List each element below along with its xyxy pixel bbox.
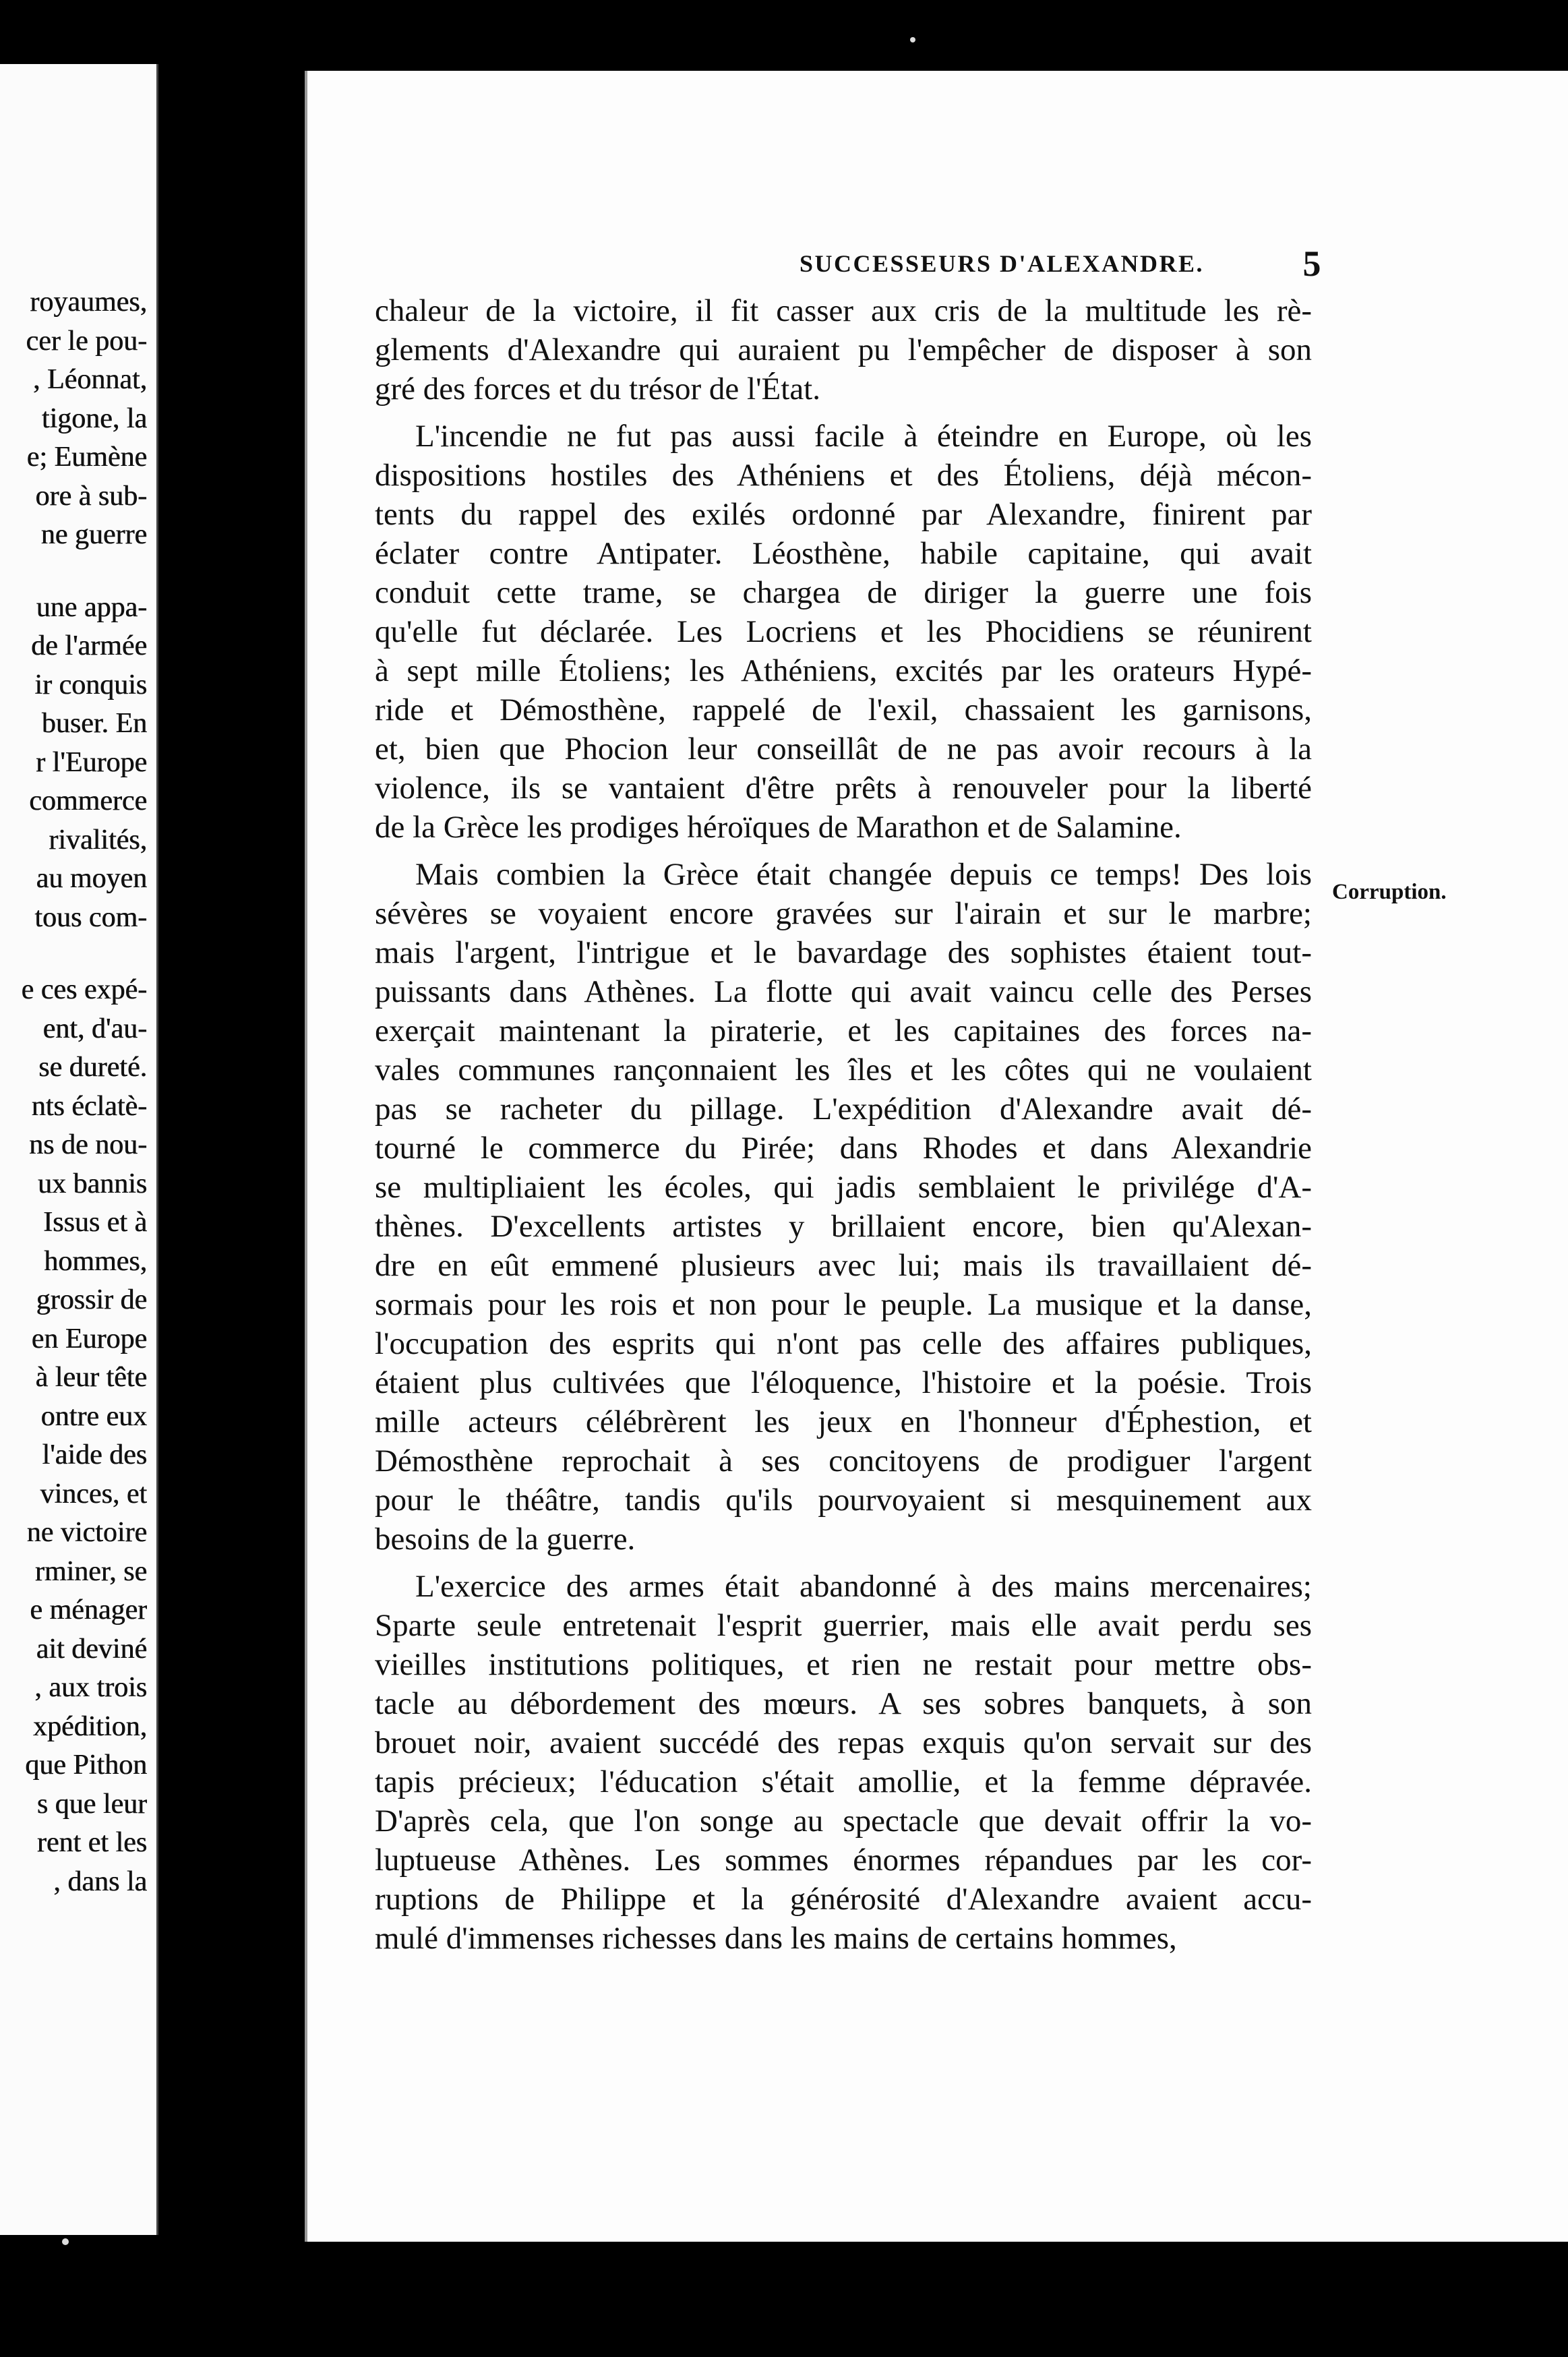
left-page-line: ontre eux xyxy=(40,1400,147,1432)
text-line: pour le théâtre, tandis qu'ils pourvoyaient si mesquinement aux xyxy=(375,1483,1312,1518)
left-page-line: ne victoire xyxy=(26,1517,147,1548)
text-line: se multipliaient les écoles, qui jadis semblaient le privilége d'A- xyxy=(375,1170,1312,1205)
text-line: brouet noir, avaient succédé des repas exquis qu'on servait sur des xyxy=(375,1725,1312,1760)
margin-note: Corruption. xyxy=(1332,880,1447,904)
text-line: gré des forces et du trésor de l'État. xyxy=(375,371,820,407)
paragraph xyxy=(375,291,1312,409)
text-line: L'exercice des armes était abandonné à des mains mercenaires; xyxy=(415,1569,1312,1604)
text-line: mais l'argent, l'intrigue et le bavardage des sophistes étaient tout- xyxy=(375,935,1312,970)
text-line: vales communes rançonnaient les îles et les côtes qui ne voulaient xyxy=(375,1052,1312,1087)
left-page-line: nts éclatè- xyxy=(31,1090,147,1122)
left-page-line: au moyen xyxy=(36,863,147,894)
left-page-line: de l'armée xyxy=(31,630,147,661)
text-line: étaient plus cultivées que l'éloquence, l'histoire et la poésie. Trois xyxy=(375,1365,1312,1400)
left-page-line: Issus et à xyxy=(43,1207,147,1238)
text-line: vieilles institutions politiques, et rien ne restait pour mettre obs- xyxy=(375,1647,1312,1682)
left-page-line: r l'Europe xyxy=(35,746,147,778)
text-line: ride et Démosthène, rappelé de l'exil, chassaient les garnisons, xyxy=(375,692,1312,727)
text-line: sormais pour les rois et non pour le peuple. La musique et la danse, xyxy=(375,1287,1312,1322)
left-page-text xyxy=(0,283,147,1901)
scan-speck xyxy=(910,37,915,42)
left-page-line: tigone, la xyxy=(41,402,147,434)
left-page-line: que Pithon xyxy=(25,1750,147,1781)
left-page-line: commerce xyxy=(29,785,147,816)
left-page-line: e; Eumène xyxy=(26,442,147,473)
text-line: D'après cela, que l'on songe au spectacle que devait offrir la vo- xyxy=(375,1803,1312,1839)
left-page-line: ore à sub- xyxy=(35,480,147,512)
left-page-line: ait deviné xyxy=(36,1633,147,1665)
text-line: conduit cette trame, se chargea de diriger la guerre une fois xyxy=(375,575,1312,610)
left-page-line: ne guerre xyxy=(40,519,147,550)
left-page-line: , aux trois xyxy=(34,1672,147,1703)
paragraph xyxy=(375,417,1312,847)
text-line: thènes. D'excellents artistes y brillaient encore, bien qu'Alexan- xyxy=(375,1209,1312,1244)
text-line: Sparte seule entretenait l'esprit guerrier, mais elle avait perdu ses xyxy=(375,1608,1312,1643)
text-line: Démosthène reprochait à ses concitoyens de prodiguer l'argent xyxy=(375,1443,1312,1479)
text-line: violence, ils se vantaient d'être prêts à renouveler pour la liberté xyxy=(375,771,1312,806)
left-page-line: à leur tête xyxy=(35,1362,147,1393)
text-line: Mais combien la Grèce était changée depuis ce temps! Des lois xyxy=(415,857,1312,892)
text-line: dispositions hostiles des Athéniens et des Étoliens, déjà mécon- xyxy=(375,458,1312,493)
left-page-line: royaumes, xyxy=(30,287,147,318)
text-line: puissants dans Athènes. La flotte qui avait vaincu celle des Perses xyxy=(375,974,1312,1009)
text-line: besoins de la guerre. xyxy=(375,1522,636,1557)
text-line: dre en eût emmené plusieurs avec lui; mais ils travaillaient dé- xyxy=(375,1248,1312,1283)
text-line: qu'elle fut déclarée. Les Locriens et les Phocidiens se réunirent xyxy=(375,614,1312,649)
text-line: éclater contre Antipater. Léosthène, habile capitaine, qui avait xyxy=(375,536,1312,571)
left-page-line: cer le pou- xyxy=(26,325,147,357)
text-line: l'occupation des esprits qui n'ont pas celle des affaires publiques, xyxy=(375,1326,1312,1361)
left-page-line: l'aide des xyxy=(42,1439,147,1470)
running-header: SUCCESSEURS D'ALEXANDRE. xyxy=(799,250,1205,277)
left-page-line: ns de nou- xyxy=(29,1129,147,1160)
left-page-line: xpédition, xyxy=(32,1710,147,1742)
left-page-line: rivalités, xyxy=(49,824,147,856)
paragraph xyxy=(375,855,1312,1559)
text-line: glements d'Alexandre qui auraient pu l'empêcher de disposer à son xyxy=(375,332,1312,367)
right-page xyxy=(305,71,1568,2242)
text-line: chaleur de la victoire, il fit casser aux cris de la multitude les rè- xyxy=(375,293,1312,328)
page-number: 5 xyxy=(1302,243,1321,284)
left-page-line xyxy=(0,555,147,589)
left-page-line: grossir de xyxy=(36,1284,147,1315)
left-page-line: rent et les xyxy=(36,1827,147,1858)
text-line: tapis précieux; l'éducation s'était amollie, et la femme dépravée. xyxy=(375,1764,1312,1799)
left-page-line: buser. En xyxy=(41,708,147,739)
scan-speck xyxy=(62,2238,69,2245)
left-page-line: vinces, et xyxy=(40,1478,147,1510)
left-page-line: , Léonnat, xyxy=(32,364,147,395)
left-page-line: une appa- xyxy=(36,591,147,623)
text-line: L'incendie ne fut pas aussi facile à éteindre en Europe, où les xyxy=(415,419,1312,454)
text-line: de la Grèce les prodiges héroïques de Marathon et de Salamine. xyxy=(375,810,1182,845)
text-line: tents du rappel des exilés ordonné par Alexandre, finirent par xyxy=(375,497,1312,532)
left-page-line: ent, d'au- xyxy=(42,1013,147,1044)
left-page-line: e ménager xyxy=(30,1594,147,1625)
left-page-line: tous com- xyxy=(34,901,147,933)
text-line: sévères se voyaient encore gravées sur l'airain et sur le marbre; xyxy=(375,896,1312,931)
text-line: pas se racheter du pillage. L'expédition d'Alexandre avait dé- xyxy=(375,1092,1312,1127)
text-line: à sept mille Étoliens; les Athéniens, excités par les orateurs Hypé- xyxy=(375,653,1312,688)
left-page-line: se dureté. xyxy=(38,1052,147,1083)
left-page-line: hommes, xyxy=(44,1245,147,1277)
text-line: tacle au débordement des mœurs. A ses sobres banquets, à son xyxy=(375,1686,1312,1721)
left-page-line: ir conquis xyxy=(34,669,147,700)
text-line: mille acteurs célébrèrent les jeux en l'honneur d'Éphestion, et xyxy=(375,1404,1312,1439)
paragraph xyxy=(375,1567,1312,1958)
text-line: mulé d'immenses richesses dans les mains de certains hommes, xyxy=(375,1921,1177,1956)
text-line: luptueuse Athènes. Les sommes énormes répandues par les cor- xyxy=(375,1843,1312,1878)
text-line: ruptions de Philippe et la générosité d'Alexandre avaient accu- xyxy=(375,1882,1312,1917)
left-page-line: e ces expé- xyxy=(21,974,147,1005)
left-page-line: rminer, se xyxy=(34,1555,147,1587)
text-line: et, bien que Phocion leur conseillât de ne pas avoir recours à la xyxy=(375,732,1312,767)
page-content xyxy=(307,71,1568,2242)
text-line: exerçait maintenant la piraterie, et les capitaines des forces na- xyxy=(375,1013,1312,1048)
body-text xyxy=(375,291,1312,1966)
text-line: tourné le commerce du Pirée; dans Rhodes et dans Alexandrie xyxy=(375,1131,1312,1166)
left-page-line: ux bannis xyxy=(37,1168,147,1199)
left-page-line: s que leur xyxy=(36,1788,147,1820)
left-page-line xyxy=(0,937,147,971)
left-page-fragment xyxy=(0,64,158,2235)
left-page-line: , dans la xyxy=(53,1866,147,1897)
left-page-line: en Europe xyxy=(31,1323,147,1354)
